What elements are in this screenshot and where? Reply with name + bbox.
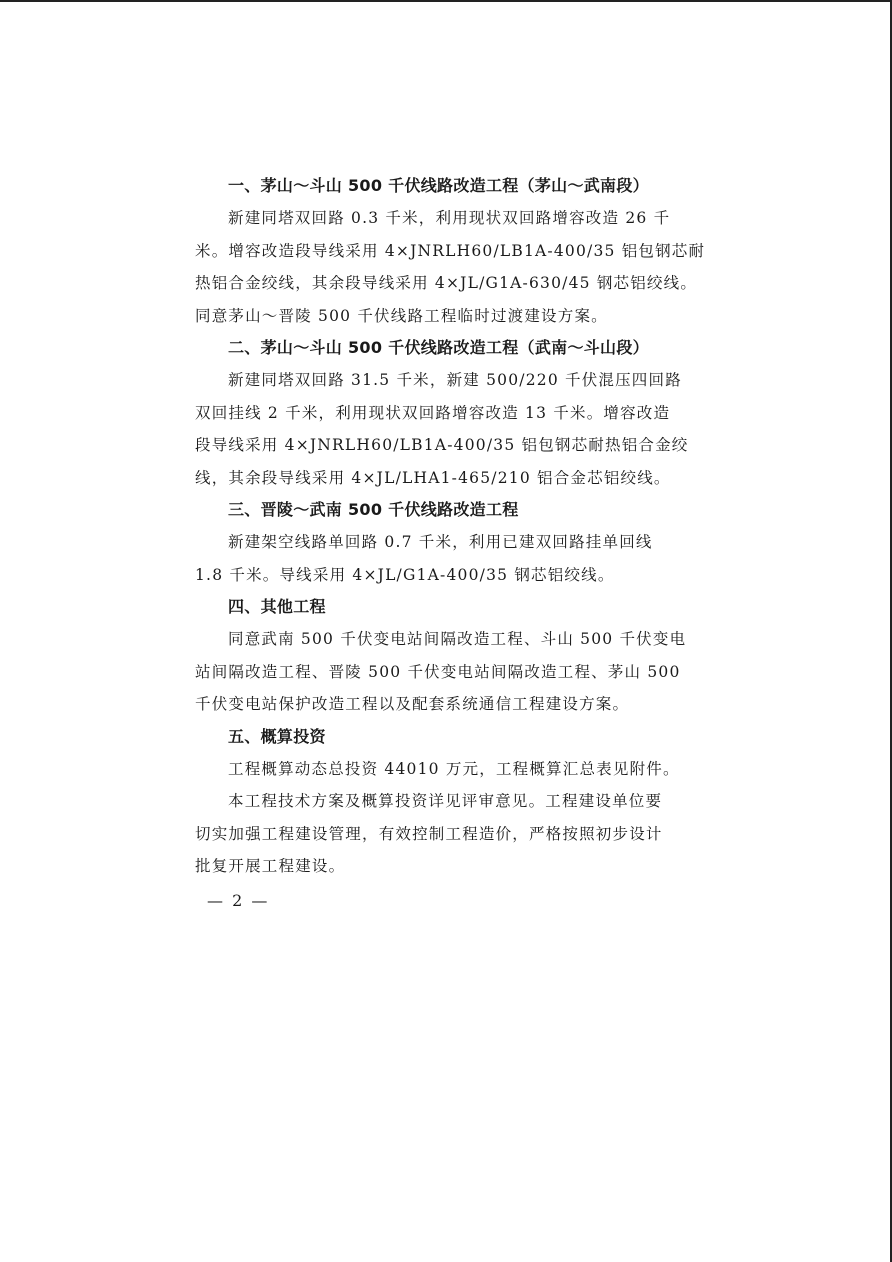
section-heading: 五、概算投资 — [228, 726, 326, 746]
section-heading: 三、晋陵～武南 500 千伏线路改造工程 — [228, 500, 519, 519]
paragraph-line: 双回挂线 2 千米，利用现状双回路增容改造 13 千米。增容改造 — [195, 403, 671, 422]
section-heading: 四、其他工程 — [228, 597, 326, 616]
paragraph-line: 段导线采用 4×JNRLH60/LB1A-400/35 铝包钢芯耐热铝合金绞 — [195, 436, 689, 454]
paragraph-line: 米。增容改造段导线采用 4×JNRLH60/LB1A-400/35 铝包钢芯耐 — [195, 241, 706, 260]
section-heading: 一、茅山～斗山 500 千伏线路改造工程（茅山～武南段） — [228, 176, 649, 195]
paragraph-line: 同意茅山～晋陵 500 千伏线路工程临时过渡建设方案。 — [195, 306, 608, 325]
paragraph-line: 站间隔改造工程、晋陵 500 千伏变电站间隔改造工程、茅山 500 — [195, 662, 681, 681]
page-edge-top — [0, 0, 892, 2]
section-paragraph — [195, 753, 695, 883]
paragraph-line: 本工程技术方案及概算投资详见评审意见。工程建设单位要 — [228, 792, 663, 810]
paragraph-line: 新建架空线路单回路 0.7 千米，利用已建双回路挂单回线 — [228, 533, 653, 551]
document-body — [195, 170, 706, 883]
paragraph-line: 千伏变电站保护改造工程以及配套系统通信工程建设方案。 — [195, 695, 630, 713]
paragraph-line: 切实加强工程建设管理，有效控制工程造价，严格按照初步设计 — [195, 824, 663, 843]
paragraph-line: 新建同塔双回路 31.5 千米，新建 500/220 千伏混压四回路 — [228, 371, 682, 389]
section-paragraph — [195, 623, 695, 721]
paragraph-line: 线，其余段导线采用 4×JL/LHA1-465/210 铝合金芯铝绞线。 — [195, 468, 671, 487]
paragraph-line: 工程概算动态总投资 44010 万元，工程概算汇总表见附件。 — [228, 759, 680, 778]
paragraph-line: 批复开展工程建设。 — [195, 857, 346, 875]
section-heading: 二、茅山～斗山 500 千伏线路改造工程（武南～斗山段） — [228, 338, 649, 357]
paragraph-line: 热铝合金绞线，其余段导线采用 4×JL/G1A-630/45 钢芯铝绞线。 — [195, 274, 698, 292]
section-paragraph — [195, 526, 695, 591]
paragraph-line: 同意武南 500 千伏变电站间隔改造工程、斗山 500 千伏变电 — [228, 630, 687, 648]
paragraph-line: 新建同塔双回路 0.3 千米，利用现状双回路增容改造 26 千 — [228, 209, 671, 227]
page-number: — 2 — — [207, 891, 270, 910]
section-paragraph — [195, 202, 706, 332]
paragraph-line: 1.8 千米。导线采用 4×JL/G1A-400/35 钢芯铝绞线。 — [195, 565, 615, 584]
section-paragraph — [195, 364, 695, 494]
